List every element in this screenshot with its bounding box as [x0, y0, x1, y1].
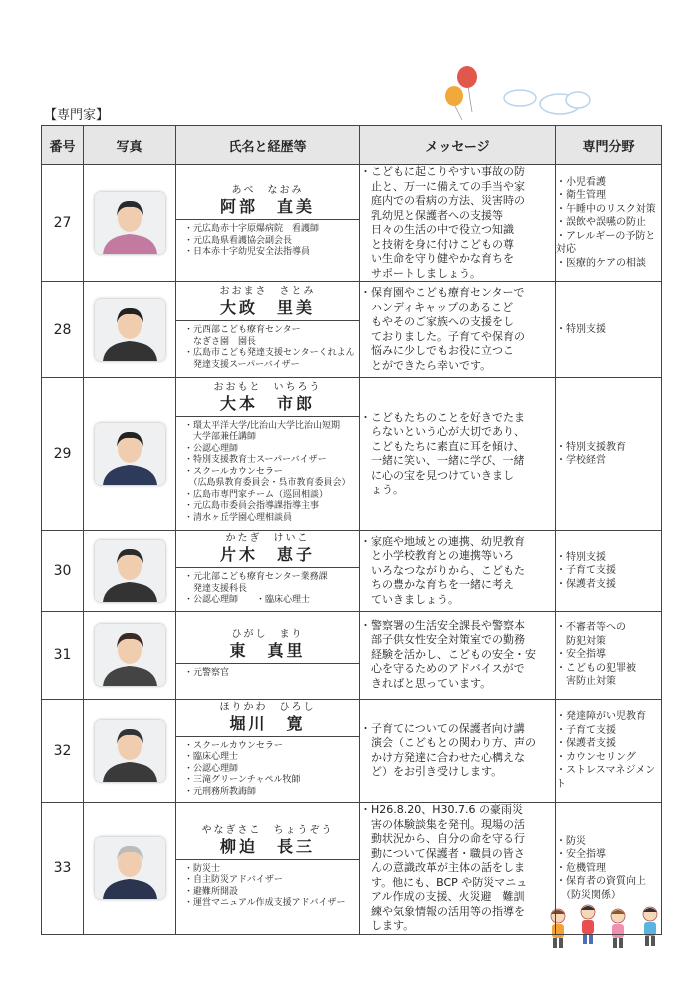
row-number: 27	[42, 165, 84, 282]
message-text: ・警察署の生活安全課長や警察本 部子供女性安全対策室での勤務 経験を活かし、こどもの安全・安 心を守るためのアドバイスがで きればと思っています。	[360, 618, 536, 690]
name-career-cell	[176, 165, 360, 282]
career-item: ・広島市専門家チーム（巡回相談）	[184, 489, 329, 500]
field-cell	[556, 282, 662, 378]
portrait-photo	[95, 624, 165, 686]
name-kana: あべ なおみ	[231, 185, 304, 197]
name-career-cell	[176, 803, 360, 935]
career-item: ・公認心理師	[184, 443, 239, 454]
photo-cell	[84, 531, 176, 612]
message-cell	[360, 165, 556, 282]
message-cell	[360, 611, 556, 699]
name-kana: おおもと いちろう	[213, 381, 322, 393]
balloon-icon	[445, 66, 477, 120]
person-icon	[95, 192, 165, 254]
header-photo: 写真	[84, 126, 176, 165]
experts-table	[41, 125, 662, 935]
field-item: ・保護者支援	[556, 738, 616, 750]
person-icon	[95, 720, 165, 782]
career-list	[176, 860, 359, 914]
table-row	[42, 531, 662, 612]
field-item: ・アレルギーの予防と対応	[556, 230, 656, 256]
career-list	[176, 220, 359, 263]
portrait-photo	[95, 837, 165, 899]
career-list	[176, 664, 359, 684]
message-cell	[360, 378, 556, 531]
field-item: ・特別支援教育	[556, 441, 626, 453]
field-cell	[556, 803, 662, 935]
career-item: ・スクールカウンセラー （広島県教育委員会・呉市教育委員会）	[184, 466, 351, 489]
field-list	[556, 176, 661, 271]
row-number: 30	[42, 531, 84, 612]
career-item: ・清水ヶ丘学園心理相談員	[184, 512, 293, 523]
portrait-photo	[95, 192, 165, 254]
expert-name: 堀川 寛	[229, 713, 306, 733]
field-item: ・こどもの犯罪被 害防止対策	[556, 662, 636, 688]
person-icon	[95, 540, 165, 602]
message-text: ・こどもたちのことを好きでたま らないという心が大切であり、 こどもたちに素直に耳を傾け、 一緒に笑い、一緒に学び、一緒 に心の宝を見つけていきまし ょう。	[360, 410, 525, 496]
message-text: ・保育園やこども療育センターで ハンディキャップのあるこど もやそのご家族への支援をし ておりました。子育てや保育の 悩みに少しでもお役に立つこ とができたら幸いです。	[360, 286, 525, 372]
career-item: ・元広島赤十字原爆病院 看護師	[184, 224, 320, 235]
message-text: ・H26.8.20、H30.7.6 の豪雨災 害の体験談集を発刊。現場の活 動状況から、自分の命を守る行 動について保護者・職員の皆さ んの意識改革が主体の話をしま す。他にも、BCP や防災マニュ アル作成の支援、火災避 難訓 練や気象情報の活用等の指導を します。	[360, 803, 528, 932]
name-kana: ひがし まり	[231, 628, 304, 640]
field-list	[556, 835, 661, 903]
row-number: 28	[42, 282, 84, 378]
field-cell	[556, 699, 662, 803]
field-item: ・保育者の資質向上 （防災関係）	[556, 876, 646, 901]
header-num: 番号	[42, 126, 84, 165]
career-item: ・元広島県看護協会副会長	[184, 235, 293, 246]
career-item: ・公認心理師	[184, 763, 239, 774]
person-icon	[95, 299, 165, 361]
message-cell	[360, 282, 556, 378]
name-career-cell	[176, 611, 360, 699]
career-item: ・運営マニュアル作成支援アドバイザー	[184, 898, 346, 909]
field-list	[556, 621, 661, 689]
field-item: ・特別支援	[556, 551, 606, 563]
expert-name: 大本 市郎	[219, 393, 315, 413]
name-career-cell	[176, 378, 360, 531]
name-block	[176, 700, 359, 737]
career-list	[176, 737, 359, 803]
name-kana: やなぎさこ ちょうぞう	[201, 824, 334, 836]
field-item: ・安全指導	[556, 849, 606, 860]
field-item: ・特別支援	[556, 323, 606, 335]
portrait-photo	[95, 720, 165, 782]
header-message: メッセージ	[360, 126, 556, 165]
field-item: ・カウンセリング	[556, 751, 636, 763]
career-item: ・元北部こども療育センター業務課 発達支援科長	[184, 572, 328, 594]
table-header-row	[42, 126, 662, 165]
table-row	[42, 378, 662, 531]
field-cell	[556, 378, 662, 531]
career-item: ・三滝グリーンチャペル牧師	[184, 775, 301, 785]
field-item: ・医療的ケアの相談	[556, 257, 646, 269]
person-icon	[95, 423, 165, 485]
person-icon	[95, 837, 165, 899]
name-block	[176, 823, 359, 860]
field-item: ・発達障がい児教育	[556, 711, 646, 723]
field-item: ・子育て支援	[556, 565, 616, 576]
name-kana: おおまさ さとみ	[219, 286, 316, 297]
photo-cell	[84, 611, 176, 699]
portrait-photo	[95, 299, 165, 361]
field-item: ・子育て支援	[556, 724, 616, 736]
career-item: ・環太平洋大学/比治山大学比治山短期 大学部兼任講師	[184, 420, 341, 443]
table-row	[42, 699, 662, 803]
field-cell	[556, 611, 662, 699]
field-item: ・衛生管理	[556, 190, 606, 202]
expert-name: 柳迫 長三	[219, 836, 315, 856]
field-cell	[556, 165, 662, 282]
career-item: ・スクールカウンセラー	[184, 740, 283, 751]
career-list	[176, 417, 359, 529]
cloud-icon	[504, 90, 590, 114]
field-list	[556, 710, 661, 791]
message-text: ・家庭や地域との連携、幼児教育 と小学校教育との連携等いろ いろなつながりから、こどもた ちの豊かな育ちを一緒に考え ていきましょう。	[360, 534, 525, 606]
name-block	[176, 284, 359, 321]
header-name: 氏名と経歴等	[176, 126, 360, 165]
name-career-cell	[176, 531, 360, 612]
table-row	[42, 803, 662, 935]
career-item: ・自主防災アドバイザー	[184, 875, 283, 886]
field-item: ・防災	[556, 835, 586, 847]
portrait-photo	[95, 540, 165, 602]
field-item: ・学校経営	[556, 455, 606, 466]
photo-cell	[84, 803, 176, 935]
career-list	[176, 568, 359, 611]
row-number: 29	[42, 378, 84, 531]
photo-cell	[84, 378, 176, 531]
field-item: ・誤飲や誤嚥の防止	[556, 217, 646, 229]
name-career-cell	[176, 699, 360, 803]
name-kana: ほりかわ ひろし	[219, 701, 316, 713]
career-item: ・特別支援教育士スーパーバイザー	[184, 455, 327, 466]
field-cell	[556, 531, 662, 612]
career-item: ・臨床心理士	[184, 752, 239, 762]
name-block	[176, 183, 359, 220]
career-item: ・公認心理師 ・臨床心理士	[184, 595, 311, 605]
career-list	[176, 321, 359, 375]
career-item: ・元刑務所教誨師	[184, 786, 257, 797]
message-text: ・子育てについての保護者向け講 演会（こどもとの関わり方、声の かけ方発達に合わせた心構えな ど）をお引き受けします。	[360, 721, 536, 779]
message-cell	[360, 531, 556, 612]
portrait-photo	[95, 423, 165, 485]
field-item: ・ストレスマネジメント	[556, 765, 656, 790]
field-item: ・危機管理	[556, 862, 606, 874]
career-item: ・元広島市委員会指導課指導主事	[184, 501, 320, 512]
name-block	[176, 531, 359, 568]
field-item: ・不審者等への 防犯対策	[556, 622, 626, 647]
name-block	[176, 380, 359, 417]
table-row	[42, 611, 662, 699]
message-text: ・こどもに起こりやすい事故の防 止と、万一に備えての手当や家 庭内での看病の方法、災害時の 乳幼児と保護者への支援等 日々の生活の中で役立つ知識 と技術を身に付けこどもの尊 い生命を守り健やかな育ちを サポートしましょう。	[360, 165, 525, 280]
row-number: 32	[42, 699, 84, 803]
row-number: 33	[42, 803, 84, 935]
photo-cell	[84, 699, 176, 803]
career-item: ・広島市こども発達支援センターくれよん 発達支援スーパーバイザー	[184, 348, 355, 370]
field-list	[556, 323, 661, 337]
field-list	[556, 551, 661, 592]
photo-cell	[84, 165, 176, 282]
career-item: ・元警察官	[184, 667, 230, 678]
career-item: ・日本赤十字幼児安全法指導員	[184, 247, 311, 258]
header-field: 専門分野	[556, 126, 662, 165]
message-cell	[360, 803, 556, 935]
field-item: ・小児看護	[556, 176, 606, 188]
field-item: ・安全指導	[556, 649, 606, 661]
expert-name: 大政 里美	[219, 298, 315, 317]
row-number: 31	[42, 611, 84, 699]
field-item: ・保護者支援	[556, 578, 616, 590]
name-career-cell	[176, 282, 360, 378]
message-cell	[360, 699, 556, 803]
person-icon	[95, 624, 165, 686]
field-item: ・午睡中のリスク対策	[556, 203, 656, 215]
career-item: ・防災士	[184, 863, 221, 874]
table-row	[42, 282, 662, 378]
field-list	[556, 441, 661, 468]
photo-cell	[84, 282, 176, 378]
expert-name: 片木 恵子	[219, 545, 315, 564]
career-item: ・元西部こども療育センター なぎさ園 園長	[184, 325, 301, 347]
expert-name: 東 真里	[229, 640, 306, 660]
expert-name: 阿部 直美	[219, 197, 315, 217]
section-label: 【専門家】	[44, 108, 110, 123]
table-row	[42, 165, 662, 282]
name-block	[176, 627, 359, 664]
career-item: ・避難所開設	[184, 886, 239, 897]
name-kana: かたぎ けいこ	[225, 533, 310, 544]
